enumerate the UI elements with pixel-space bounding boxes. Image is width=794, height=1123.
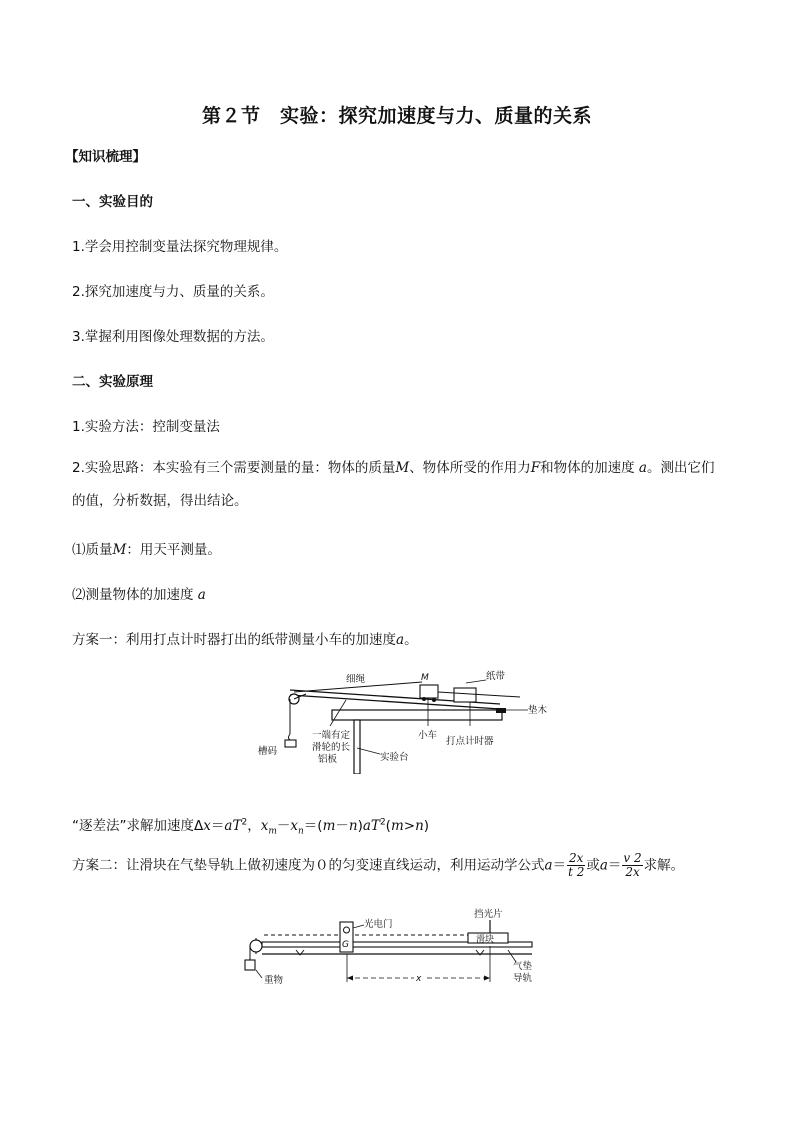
plan2-text: 方案二：让滑块在气垫导轨上做初速度为０的匀变速直线运动，利用运动学公式 <box>72 857 545 874</box>
label-M: M <box>421 673 429 683</box>
measure-mass <box>72 538 221 558</box>
label-track-2: 导轨 <box>513 973 533 984</box>
label-block: 垫木 <box>528 705 548 716</box>
label-board-3: 铝板 <box>318 754 338 765</box>
mass-var-M: M <box>112 542 127 558</box>
idea-var-a: a <box>638 460 647 476</box>
label-weight: 槽码 <box>258 746 278 757</box>
fraction-v2-over-2x: $\frac{v 2}{2x}$ <box>623 851 642 879</box>
cart-icon <box>420 685 438 698</box>
principle-idea <box>72 452 722 518</box>
section-knowledge-heading: 【知识梳理】 <box>65 149 146 165</box>
label-x: x <box>416 974 422 984</box>
timer-icon <box>454 688 476 702</box>
label-timer: 打点计时器 <box>446 736 494 747</box>
label-rope: 细绳 <box>346 674 366 685</box>
page-title: 第２节 实验：探究加速度与力、质量的关系 <box>201 105 592 127</box>
mass-text-b: ：用天平测量。 <box>126 542 221 558</box>
hanging-weight-icon <box>285 740 296 747</box>
principle-method: 1.实验方法：控制变量法 <box>72 419 220 435</box>
label-board-1: 一端有定 <box>312 730 351 741</box>
purpose-item-3: 3.掌握利用图像处理数据的方法。 <box>72 329 274 345</box>
idea-var-F: F <box>530 460 541 476</box>
wooden-block-icon <box>496 708 506 713</box>
label-track-1: 气垫 <box>513 961 533 972</box>
table-top <box>332 710 502 720</box>
pulley-icon <box>250 940 262 952</box>
mass-text-a: ⑴质量 <box>72 542 113 558</box>
purpose-item-2: 2.探究加速度与力、质量的关系。 <box>72 284 274 300</box>
purpose-item-1: 1.学会用控制变量法探究物理规律。 <box>72 239 288 255</box>
label-flag: 挡光片 <box>474 909 503 920</box>
label-board-2: 滑轮的长 <box>312 742 351 753</box>
label-G: G <box>342 940 349 950</box>
label-car: 小车 <box>418 730 438 741</box>
cart-apparatus-figure <box>250 668 550 774</box>
measure-acceleration <box>72 583 206 603</box>
air-track-figure <box>236 906 546 986</box>
fraction-2x-over-t2: $\frac{2x}{t 2}$ <box>568 851 585 879</box>
table-leg <box>354 720 360 774</box>
section-purpose-heading: 一、实验目的 <box>72 194 153 210</box>
section-principle-heading: 二、实验原理 <box>72 374 153 390</box>
idea-var-M: M <box>395 460 410 476</box>
plan-two: 方案二：让滑块在气垫导轨上做初速度为０的匀变速直线运动，利用运动学公式a＝ $\frac{2x}{t 2}$ 或a＝ $\frac{v 2}{2x}$ 求解。 <box>72 851 685 879</box>
idea-text-a: 2.实验思路：本实验有三个需要测量的量：物体的质量 <box>72 460 396 476</box>
idea-text-d: 。测出它们的值，分析数据，得出结论。 <box>72 460 715 509</box>
weight-icon <box>245 960 255 970</box>
idea-text-c: 和物体的加速度 <box>540 460 635 476</box>
accel-text: ⑵测量物体的加速度 <box>72 587 194 603</box>
idea-text-b: 、物体所受的作用力 <box>409 460 531 476</box>
label-slider: 滑块 <box>476 935 495 945</box>
formula-difference-text: “逐差法”求解加速度 <box>72 818 194 834</box>
label-table: 实验台 <box>380 752 409 763</box>
label-weight: 重物 <box>264 975 284 986</box>
plan1-text-b: 。 <box>404 632 418 648</box>
plan1-var-a: a <box>396 632 405 648</box>
plan1-text-a: 方案一：利用打点计时器打出的纸带测量小车的加速度 <box>72 632 396 648</box>
label-photogate: 光电门 <box>364 919 393 930</box>
accel-var-a: a <box>197 587 206 603</box>
label-tape: 纸带 <box>486 671 506 682</box>
formula-difference: “逐差法”求解加速度$\Delta x=aT^2$，$x_m-x_n=(m-n)aT^2(m>n)$ <box>72 817 430 837</box>
paper-tape-line <box>438 692 520 697</box>
plan-one <box>72 628 418 648</box>
